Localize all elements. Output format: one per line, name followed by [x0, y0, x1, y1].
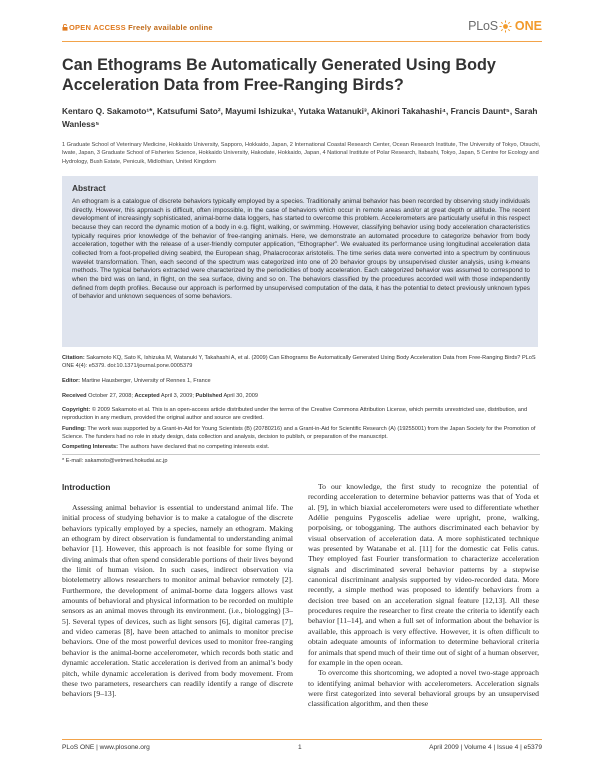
freely-available-label: Freely available online: [128, 23, 213, 32]
open-label: OPEN: [69, 23, 92, 32]
header-divider: [62, 41, 542, 42]
intro-paragraph-1: Assessing animal behavior is essential to understand animal life. The initial process of studying behavior is to make a catalogue of the discrete behaviors typically employed by a species, namely an ethogram. Making an ethogram by direct observation is fundamental to understanding animal behavior [1]. However, this approach is not feasible for some flying or diving animals that often spend considerable portions of their lives beyond the limit of human vision. In such cases, indirect observation via biotelemetry allows researchers to monitor animal behavior remotely [2]. Furthermore, the development of animal-borne data loggers allows vast amounts of behavioral and physical information to be recorded on multiple sensors as an animal moves through its environment. (i.e., biologging) [3–5]. Several types of devices, such as light sensors [6], digital cameras [7], and video cameras [8], have been attached to animals to monitor precise behaviors. One of the most powerful devices used to monitor free-ranging behavior is the animal-borne accelerometer, which records both static and dynamic acceleration. Static acceleration is derived from an animal’s body pitch, while dynamic acceleration is derived from body movement. From these two parameters, researchers can readily identify a range of discrete behaviors [9–13].: [62, 503, 293, 699]
received-label: Received: [62, 393, 87, 399]
copyright-label: Copyright:: [62, 407, 91, 413]
page-number: 1: [298, 744, 302, 751]
editor-label: Editor:: [62, 378, 81, 384]
abstract-text: An ethogram is a catalogue of discrete behaviors typically employed by a species. Traditionally animal behavior has been recorded by observing study individuals directly. However, this approach is difficult, often impossible, in the case of behaviors which occur in remote areas and/or at great depth or altitude. The recent development of increasingly sophisticated, animal-borne data loggers, has started to overcome this problem. Accelerometers are particularly useful in this respect because they can record the dynamic motion of a body in e.g. flight, walking, or swimming. However, classifying behavior using body acceleration characteristics typically requires prior knowledge of the behavior of free-ranging animals. Here, we demonstrate an automated procedure to categorize behavior from body acceleration, together with the release of a user-friendly computer application, “Ethographer”. We evaluated its performance using longitudinal acceleration data collected from a foot-propelled diving seabird, the European shag, Phalacrocorax aristotelis. The time series data were converted into a spectrum by continuous wavelet transformation. Then, each second of the spectrum was categorized into one of 20 behavior groups by unsupervised cluster analysis, using k-means methods. The typical behaviors extracted were characterized by the periodicities of body acceleration. Each categorized behavior was assumed to correspond to when the bird was on land, in flight, on the sea surface, diving and so on. The behaviors classified by the procedures accorded well with those independently defined from depth profiles. Because our approach is performed by unsupervised computation of the data, it has the potential to detect previously unknown types of behavior and unknown sequences of some behaviors.: [72, 198, 530, 301]
competing-interests-block: [62, 444, 540, 452]
meta-divider: [62, 454, 540, 455]
author-list: Kentaro Q. Sakamoto¹*, Katsufumi Sato², Mayumi Ishizuka¹, Yutaka Watanuki³, Akinori Takahashi⁴, Francis Daunt⁵, Sarah Wanless⁵: [62, 106, 538, 129]
open-access-banner: [62, 23, 213, 32]
body-column-left: [62, 503, 293, 700]
intro-paragraph-3: To overcome this shortcoming, we adopted a novel two-stage approach to identifying animal behavior with accelerometers. Acceleration signals were first categorized into several behavioral groups by an unsupervised classification algorithm, and then these: [308, 668, 539, 709]
footer-divider: [62, 739, 542, 740]
footer-journal-link[interactable]: PLoS ONE | www.plosone.org: [62, 744, 150, 751]
body-column-right: [308, 482, 539, 710]
competing-label: Competing Interests:: [62, 444, 118, 450]
email-block: [62, 458, 540, 466]
editor-text: Martine Hausberger, University of Rennes 1, France: [81, 378, 211, 384]
published-date: April 30, 2009: [223, 393, 258, 399]
funding-block: [62, 426, 540, 441]
plos-one-logo: [468, 19, 542, 33]
competing-text: The authors have declared that no competing interests exist.: [119, 444, 270, 450]
citation-text: Sakamoto KQ, Sato K, Ishizuka M, Watanuki Y, Takahashi A, et al. (2009) Can Ethograms Be Automatically Generated Using Body Acceleration Data from Free-Ranging Birds? PLoS ONE 4(4): e5379. doi:10.1371/journal.pone.0005379: [62, 355, 536, 369]
journal-header: [62, 19, 542, 39]
introduction-heading: Introduction: [62, 482, 111, 492]
sun-icon: [499, 20, 512, 33]
copyright-text: © 2009 Sakamoto et al. This is an open-access article distributed under the terms of the Creative Commons Attribution License, which permits unrestricted use, distribution, and reproduction in any medium, provided the original author and source are credited.: [62, 407, 528, 421]
citation-label: Citation:: [62, 355, 85, 361]
accepted-date: April 3, 2009;: [160, 393, 194, 399]
copyright-block: [62, 407, 540, 422]
footer-issue-info: April 2009 | Volume 4 | Issue 4 | e5379: [429, 744, 542, 751]
open-lock-icon: [62, 24, 68, 31]
corresponding-email-link[interactable]: * E-mail: sakamoto@vetmed.hokudai.ac.jp: [62, 458, 168, 464]
access-label: ACCESS: [93, 23, 126, 32]
article-title: Can Ethograms Be Automatically Generated Using Body Acceleration Data from Free-Ranging Birds?: [62, 56, 496, 94]
abstract-heading: Abstract: [72, 183, 106, 193]
funding-text: The work was supported by a Grant-in-Aid for Young Scientists (B) (20780216) and a Grant-in-Aid for Scientific Research (A) (19255001) from the Japan Society for the Promotion of Science. The funders had no role in study design, data collection and analysis, decision to publish, or preparation of the manuscript.: [62, 426, 536, 440]
received-date: October 27, 2008;: [88, 393, 133, 399]
accepted-label: Accepted: [134, 393, 160, 399]
editor-block: [62, 378, 540, 386]
abstract-box: [62, 176, 538, 347]
logo-plos-text: PLoS: [468, 19, 498, 33]
affiliations: 1 Graduate School of Veterinary Medicine, Hokkaido University, Sapporo, Hokkaido, Japan, 2 International Coastal Research Center, Ocean Research Institute, The University of Tokyo, Otsuchi, Iwate, Japan, 3 Graduate School of Fisheries Science, Hokkaido University, Hakodate, Hokkaido, Japan, 4 National Institute of Polar Research, Itabashi, Tokyo, Japan, 5 Centre for Ecology and Hydrology, Bush Estate, Penicuik, Midlothian, United Kingdom: [62, 142, 541, 165]
logo-one-text: ONE: [514, 19, 542, 33]
published-label: Published: [195, 393, 223, 399]
citation-block: [62, 355, 540, 370]
intro-paragraph-2: To our knowledge, the first study to recognize the potential of recording acceleration to determine behavior patterns was that of Yoda et al. [9], in which biaxial accelerometers were used to differentiate whether Adélie penguins Pygoscelis adeliae were upright, prone, walking, porpoising, or tobogganing. The authors discriminated each behavior by visual observation of acceleration data. A more sophisticated technique was presented by Watanabe et al. [11] for the domestic cat Felis catus. They employed fast Fourier transformation to characterize acceleration signals and discriminated several behavior patterns by a stepwise canonical discriminant analysis supported by video-recorded data. More recently, a simple method was proposed to identify behaviors from a decision tree based on an acceleration signal feature [12,13]. All these procedures require the researcher to first create the criteria to identify each behavior [11–14], and when a full set of information about the behavior is available, this approach is very effective. However, it is often difficult to obtain adequate amounts of information to determine behavioral criteria for animals that spend much of their time out of sight of a human observer, for example in the open ocean.: [308, 482, 539, 667]
dates-block: [62, 393, 540, 401]
funding-label: Funding:: [62, 426, 86, 432]
